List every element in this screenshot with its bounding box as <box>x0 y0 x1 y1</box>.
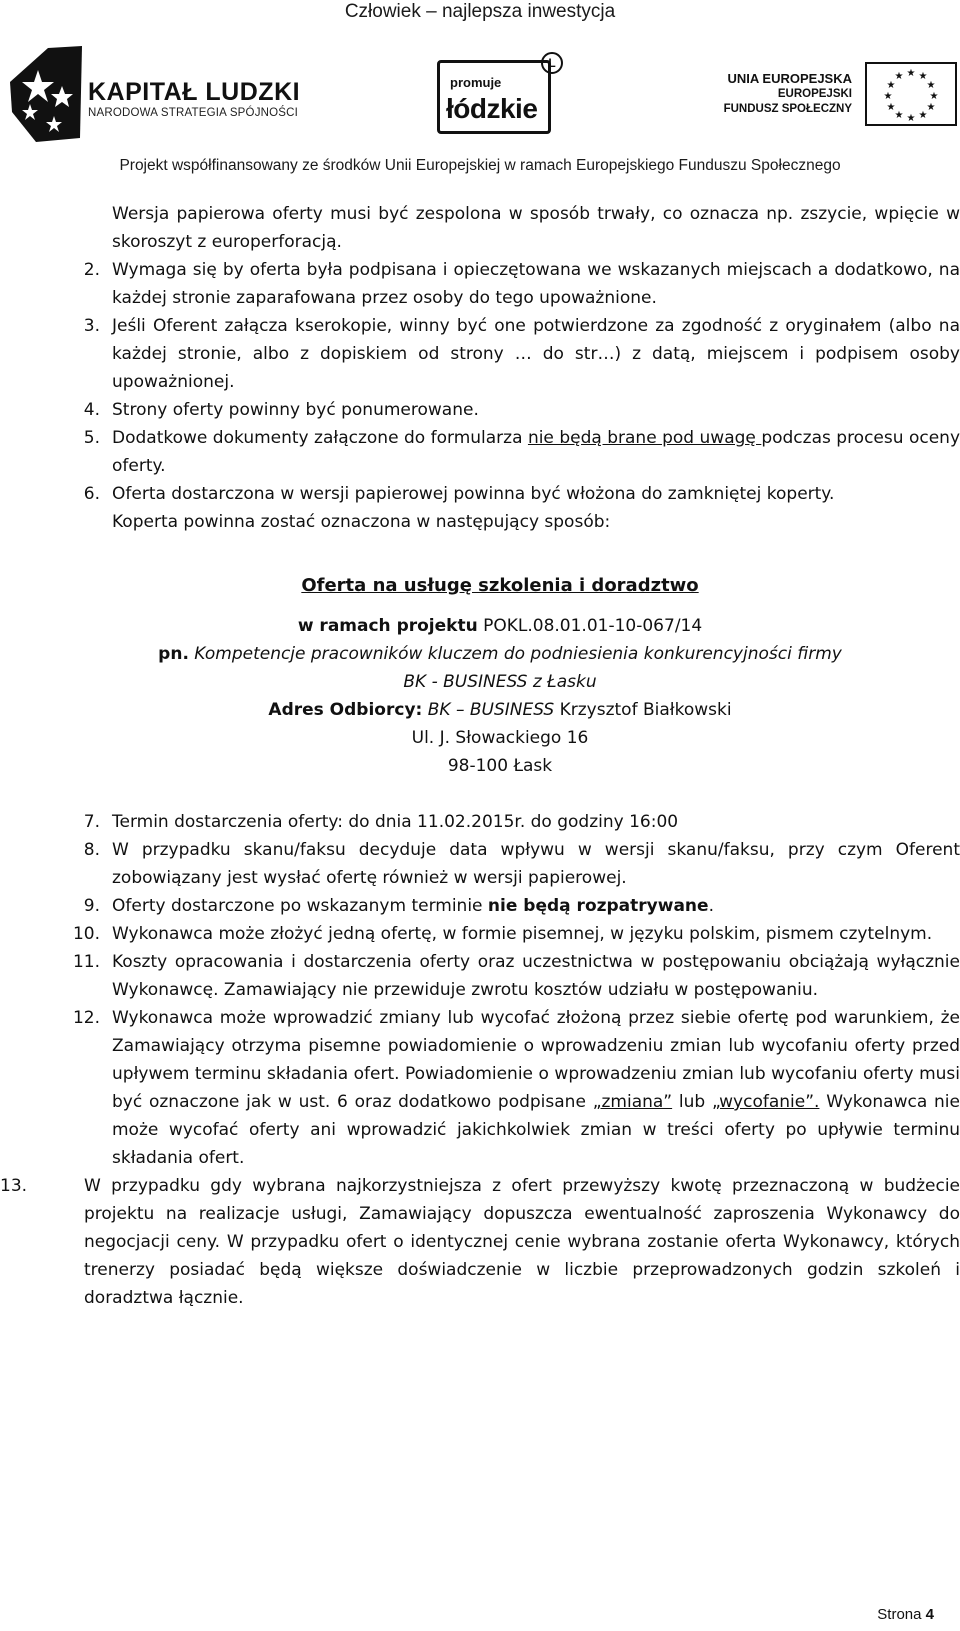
project-label: w ramach projektu <box>297 616 478 636</box>
lodzkie-promuje-text: promuje <box>450 75 502 90</box>
lodzkie-circle-mark: L <box>541 52 563 74</box>
list-text-underlined-zmiana: „zmiana” <box>592 1092 673 1112</box>
svg-text:★: ★ <box>918 71 928 82</box>
list-number: 11. <box>72 952 100 972</box>
list-number: 10. <box>72 924 100 944</box>
intro-paragraph: Wersja papierowa oferty musi być zespolona w sposób trwały, co oznacza np. zszycie, wpięcie w skoroszyt z europerforacją. <box>112 204 960 252</box>
funding-statement: Projekt współfinansowany ze środków Unii Europejskiej w ramach Europejskiego Funduszu Społecznego <box>119 157 841 174</box>
list-text: Strony oferty powinny być ponumerowane. <box>112 400 479 420</box>
list-text-continued: Koperta powinna zostać oznaczona w następujący sposób: <box>112 512 611 532</box>
list-text-underlined: nie będą brane pod uwagę <box>527 428 762 448</box>
list-item <box>40 1004 960 1172</box>
promuje-lodzkie-logo <box>437 52 567 140</box>
svg-text:★: ★ <box>894 71 904 82</box>
recipient-name: Krzysztof Białkowski <box>554 700 732 720</box>
list-text-pre: Oferty dostarczone po wskazanym terminie <box>112 896 488 916</box>
list-number: 2. <box>83 260 100 280</box>
list-text: Wymaga się by oferta była podpisana i opieczętowana we wskazanych miejscach a dodatkowo, na każdej stronie zaparafowana przez osoby do tego upoważnione. <box>112 260 960 308</box>
list-item <box>40 480 960 536</box>
eu-flag-icon <box>865 62 957 126</box>
svg-text:★: ★ <box>918 110 928 121</box>
envelope-recipient-line <box>40 696 960 724</box>
svg-text:★: ★ <box>886 80 896 91</box>
svg-text:★: ★ <box>894 110 904 121</box>
list-text: Jeśli Oferent załącza kserokopie, winny być one potwierdzone za zgodność z oryginałem (albo na każdej stronie, albo z dopiskiem od strony … do str…) z datą, miejscem i podpisem osoby upoważnionej. <box>112 316 960 392</box>
list-text: Koszty opracowania i dostarczenia oferty oraz uczestnictwa w postępowaniu obciążają wyłącznie Wykonawcę. Zamawiający nie przewiduje zwrotu kosztów udziału w postępowaniu. <box>112 952 960 1000</box>
list-text-pre: Dodatkowe dokumenty załączone do formularza <box>112 428 528 448</box>
svg-text:★: ★ <box>906 68 916 79</box>
list-item <box>40 312 960 396</box>
list-number: 13. <box>0 1176 28 1196</box>
logo-bar <box>0 40 960 150</box>
kapital-ludzki-logo <box>8 42 328 146</box>
recipient-label: Adres Odbiorcy: <box>268 700 423 720</box>
lodzkie-name-text: łódzkie <box>446 93 538 124</box>
list-item <box>40 892 960 920</box>
list-number: 6. <box>83 484 100 504</box>
svg-text:★: ★ <box>926 80 936 91</box>
kapital-ludzki-emblem-icon <box>8 42 88 146</box>
list-number: 4. <box>83 400 100 420</box>
list-text-bold: nie będą rozpatrywane <box>487 896 709 916</box>
list-number: 8. <box>83 840 100 860</box>
svg-text:★: ★ <box>929 91 939 102</box>
eu-logo <box>722 56 954 146</box>
list-item <box>40 808 960 836</box>
list-number: 12. <box>72 1008 100 1028</box>
list-item <box>40 948 960 1004</box>
list-text: W przypadku gdy wybrana najkorzystniejsza z ofert przewyższy kwotę przeznaczoną w budżecie projektu na realizacje usługi, Zamawiający dopuszcza ewentualność zaproszenia Wykonawcy do negocjacji ceny. W przypadku ofert o identycznej cenie wybrana zostanie oferta Wykonawcy, których trenerzy posiadać będą większe doświadczenie w liczbie przeprowadzonych godzin szkoleń i doradztwa łącznie. <box>84 1176 960 1308</box>
eu-line1: EUROPEJSKI <box>777 88 852 100</box>
list-item <box>40 920 960 948</box>
list-item <box>40 396 960 424</box>
list-item <box>40 424 960 480</box>
list-text: Wykonawca może złożyć jedną ofertę, w formie pisemnej, w języku polskim, pismem czytelnym. <box>112 924 933 944</box>
svg-text:★: ★ <box>883 91 893 102</box>
list-text-post: Wykonawca nie może wycofać oferty ani wprowadzić jakichkolwiek zmian w treści oferty po upływie terminu składania ofert. <box>112 1092 960 1168</box>
list-text-post: . <box>708 896 714 916</box>
list-number: 7. <box>83 812 100 832</box>
recipient-company: BK – BUSINESS <box>422 700 555 720</box>
list-item <box>0 1172 960 1312</box>
list-number: 9. <box>83 896 100 916</box>
list-text-post: podczas procesu oceny oferty. <box>112 428 960 476</box>
page-number: 4 <box>925 1606 934 1623</box>
document-body <box>0 200 960 1312</box>
header-slogan: Człowiek – najlepsza inwestycja <box>344 1 616 22</box>
envelope-company: BK - BUSINESS z Łasku <box>403 672 597 692</box>
list-number: 5. <box>83 428 100 448</box>
envelope-project-line <box>40 612 960 640</box>
list-text: Termin dostarczenia oferty: do dnia 11.02.2015r. do godziny 16:00 <box>112 812 679 832</box>
list-item <box>40 256 960 312</box>
pn-title: Kompetencje pracowników kluczem do podniesienia konkurencyjności firmy <box>188 644 842 664</box>
list-text-pre: Wykonawca może wprowadzić zmiany lub wycofać złożoną przez siebie ofertę pod warunkiem, że Zamawiający otrzyma pisemne powiadomienie o wprowadzeniu zmian lub wycofaniu oferty przed upływem terminu składania ofert. Powiadomienie o wprowadzeniu zmian lub wycofaniu oferty musi być oznaczone jak w ust. 6 oraz dodatkowo podpisane <box>112 1008 960 1112</box>
eu-title: UNIA EUROPEJSKA <box>727 71 852 86</box>
list-text: W przypadku skanu/faksu decyduje data wpływu w wersji skanu/faksu, przy czym Oferent zobowiązany jest wysłać ofertę również w wersji papierowej. <box>112 840 960 888</box>
svg-text:★: ★ <box>906 113 916 124</box>
pn-label: pn. <box>158 644 189 664</box>
list-item <box>40 836 960 892</box>
page-label: Strona <box>877 1606 922 1623</box>
svg-text:★: ★ <box>926 102 936 113</box>
list-number: 3. <box>83 316 100 336</box>
eu-line2: FUNDUSZ SPOŁECZNY <box>723 103 852 115</box>
list-text: Oferta dostarczona w wersji papierowej powinna być włożona do zamkniętej koperty. <box>112 484 835 504</box>
envelope-street: Ul. J. Słowackiego 16 <box>411 728 589 748</box>
envelope-city: 98-100 Łask <box>447 756 553 776</box>
lodzkie-frame <box>437 60 551 134</box>
kapital-ludzki-title: KAPITAŁ LUDZKI <box>88 78 301 106</box>
page-number-footer <box>877 1606 934 1623</box>
project-code: POKL.08.01.01-10-067/14 <box>477 616 703 636</box>
svg-text:★: ★ <box>886 102 896 113</box>
list-text-underlined-wycofanie: „wycofanie”. <box>711 1092 820 1112</box>
list-text-mid: lub <box>672 1092 712 1112</box>
envelope-label-block <box>40 572 960 780</box>
envelope-title: Oferta na usługę szkolenia i doradztwo <box>301 575 699 596</box>
envelope-pn-line <box>40 640 960 668</box>
kapital-ludzki-subtitle: NARODOWA STRATEGIA SPÓJNOŚCI <box>88 107 299 119</box>
